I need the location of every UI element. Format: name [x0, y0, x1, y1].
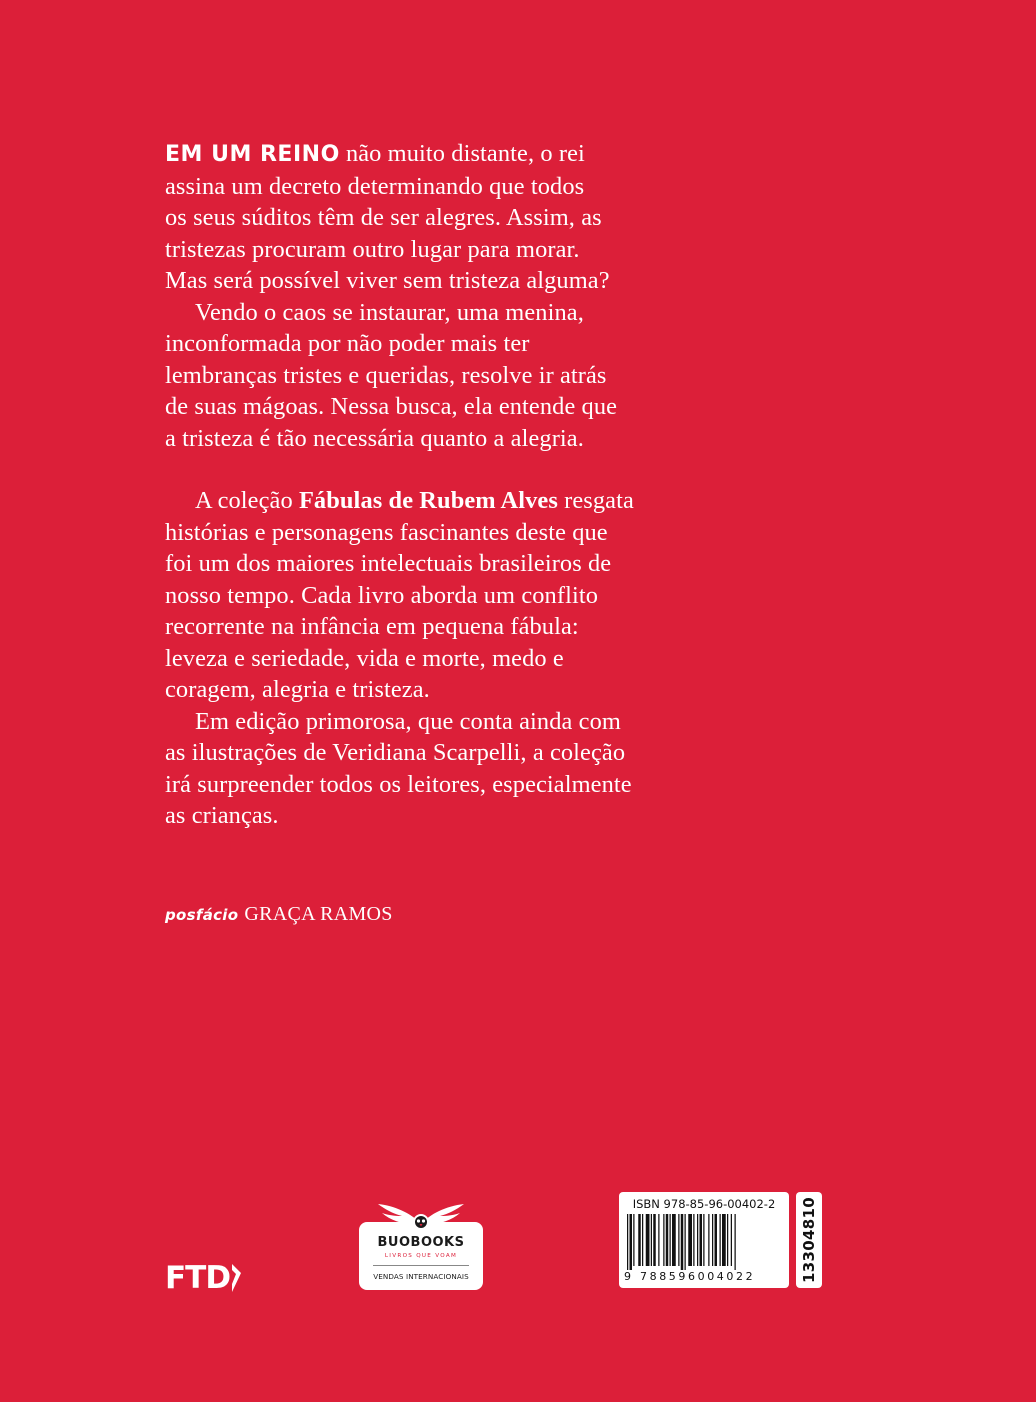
paragraph-1: EM UM REINO não muito distante, o rei assina um decreto determinando que todos os seus súditos têm de ser alegres. Assim, as tristezas procuram outro lugar para morar. Mas será possível viver sem tristeza alguma? [165, 140, 610, 294]
owl-wings-icon [374, 1198, 468, 1232]
afterword-credit [165, 903, 393, 926]
ftd-logo: FTD [165, 1258, 241, 1298]
lead-in: EM UM REINO [165, 142, 340, 167]
back-cover-text [165, 138, 725, 832]
buobooks-subtitle: VENDAS INTERNACIONAIS [373, 1272, 469, 1281]
credit-name: GRAÇA RAMOS [244, 903, 393, 925]
divider [373, 1265, 469, 1266]
barcode-digits: 9 788596004022 [624, 1270, 756, 1283]
isbn-label: ISBN 978-85-96-00402-2 [632, 1197, 776, 1211]
paragraph-2: Vendo o caos se instaurar, uma menina, inconformada por não poder mais ter lembranças tristes e queridas, resolve ir atrás de suas mágoas. Nessa busca, ela entende que a tristeza é tão necessária quanto a alegria. [165, 298, 618, 452]
buobooks-logo [359, 1222, 483, 1290]
ftd-arrow-icon [231, 1264, 241, 1292]
buobooks-name: BUOBOOKS [377, 1235, 465, 1250]
paragraph-4: Em edição primorosa, que conta ainda com as ilustrações de Veridiana Scarpelli, a coleção irá surpreender todos os leitores, especialmente as crianças. [165, 707, 632, 829]
paragraph-3: A coleção Fábulas de Rubem Alves resgata histórias e personagens fascinantes deste que foi um dos maiores intelectuais brasileiros de nosso tempo. Cada livro aborda um conflito recorrente na infância em pequena fábula: leveza e seriedade, vida e morte, medo e coragem, alegria e tristeza. [165, 487, 634, 703]
product-code: 13304810 [800, 1197, 818, 1283]
collection-title: Fábulas de Rubem Alves [298, 487, 558, 514]
buobooks-tagline: LIVROS QUE VOAM [384, 1253, 458, 1259]
barcode-bars [627, 1214, 783, 1270]
isbn-barcode [619, 1192, 789, 1288]
credit-role: posfácio [165, 906, 239, 924]
product-code-box [796, 1192, 822, 1288]
